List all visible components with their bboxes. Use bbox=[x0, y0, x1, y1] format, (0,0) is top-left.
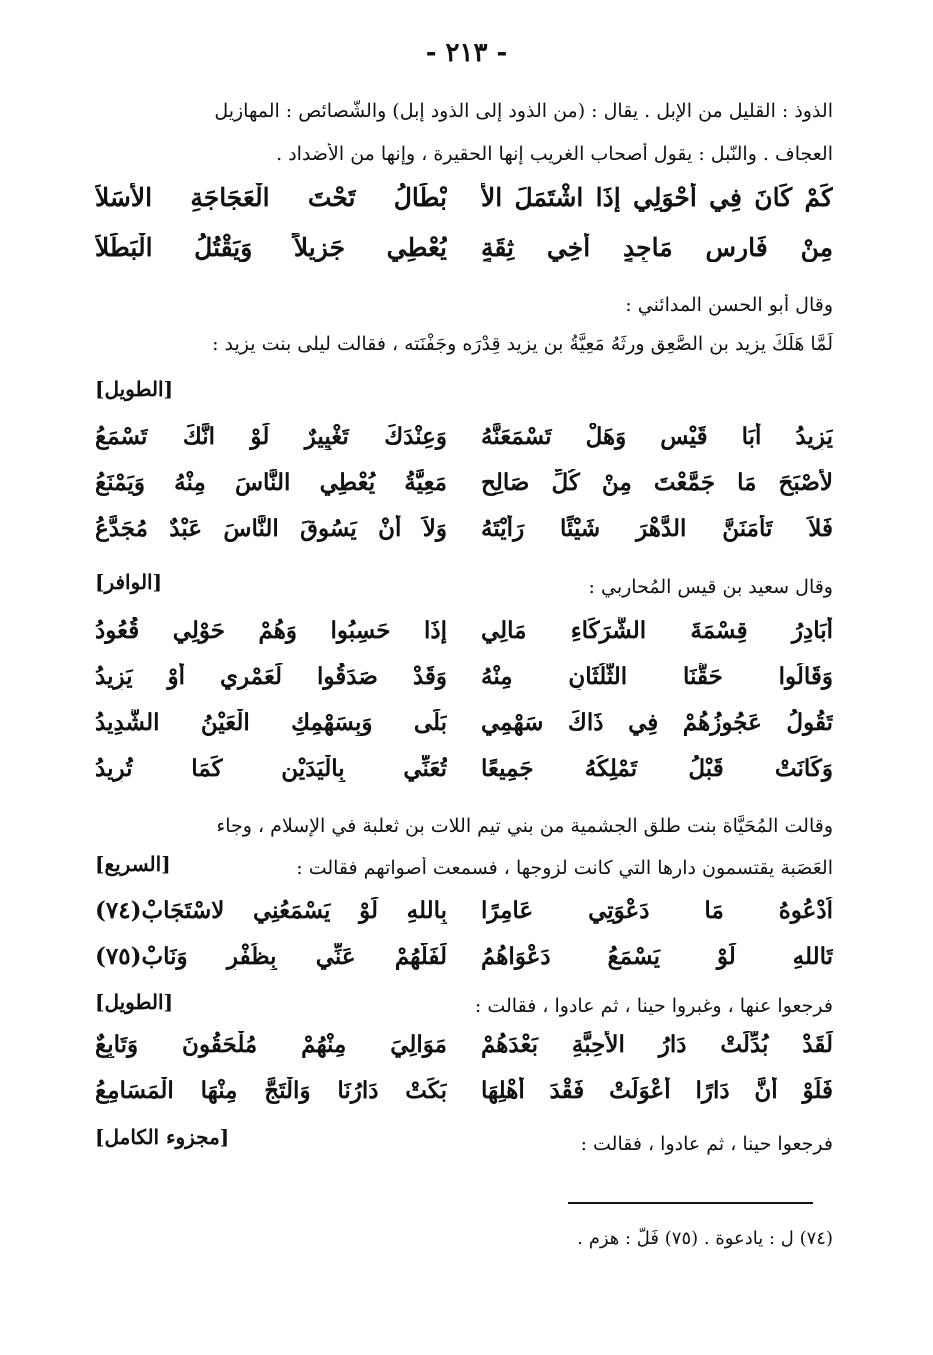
meter-label: [السريع] bbox=[95, 852, 171, 876]
prose-line: العَصَبة يقتسمون دارها التي كانت لزوجها ، فسمعت أصواتهم فقالت : bbox=[296, 857, 833, 879]
verse-hemistich-first: مِنْ فَارِسٍ مَاجِدٍ أَخِي ثِقَةٍ bbox=[481, 233, 833, 262]
prose-line: وقال سعيد بن قيس المُحاربي : bbox=[588, 576, 833, 598]
verse-hemistich-second: بَلَى وَبِسَهْمِكِ الْعَيْنُ الشَّدِيدُ bbox=[95, 709, 447, 736]
verse-hemistich-first: وَكَانَتْ قَبْلُ تَمْلِكُهُ جَمِيعًا bbox=[481, 755, 833, 782]
verse-line bbox=[95, 617, 833, 663]
verse-hemistich-first: اُدْعُوهُ مَا دَعْوَتِي عَامِرًا bbox=[481, 897, 833, 924]
verse-hemistich-first: يَزِيدُ أَبَا قَيْسٍ وَهَلْ تَسْمَعَنَّهُ bbox=[481, 423, 833, 450]
verse-hemistich-second: مَوَالِيَ مِنْهُمْ مُلْحَقُونَ وَتَابِعٌ bbox=[95, 1031, 447, 1058]
verse-hemistich-second: بِاللهِ لَوْ يَسْمَعُنِي لاسْتَجَابْ(٧٤) bbox=[95, 897, 447, 924]
verse-hemistich-second: وَعِنْدَكَ تَغْيِيرٌ لَوْ انَّكَ تَسْمَعُ bbox=[95, 423, 447, 450]
verse-hemistich-second: بَكَتْ دَارُنَا وَالْتَجَّ مِنْهَا الْمَسَامِعُ bbox=[95, 1077, 447, 1104]
prose-line: فرجعوا عنها ، وغبروا حينا ، ثم عادوا ، فقالت : bbox=[474, 995, 833, 1017]
verse-hemistich-first: أُبَادِرُ قِسْمَةَ الشُّرَكَاءِ مَالِي bbox=[481, 617, 833, 644]
verse-hemistich-second: تُعَنِّي بِالْيَدَيْنِ كَمَا تُرِيدُ bbox=[95, 755, 447, 782]
verse-line bbox=[95, 1077, 833, 1123]
verse-line bbox=[95, 663, 833, 709]
footnote-divider bbox=[568, 1202, 813, 1204]
prose-line: الذوذ : القليل من الإبل . يقال : (من الذود إلى الذود إبل) والشّصائص : المهازيل bbox=[214, 100, 833, 122]
verse-line bbox=[95, 233, 833, 279]
verse-hemistich-first: لَقَدْ بُدِّلَتْ دَارُ الأَحِبَّةِ بَعْدَهُمْ bbox=[481, 1031, 833, 1058]
verse-line bbox=[95, 943, 833, 989]
page-number: - ٢١٣ - bbox=[425, 38, 508, 68]
verse-line bbox=[95, 423, 833, 469]
meter-label: [مجزوء الكامل] bbox=[95, 1125, 230, 1149]
verse-line bbox=[95, 897, 833, 943]
verse-line bbox=[95, 709, 833, 755]
verse-hemistich-second: وَقَدْ صَدَقُوا لَعَمْرِي أَوْ يَزِيدُ bbox=[95, 663, 447, 690]
verse-line bbox=[95, 1031, 833, 1077]
verse-line bbox=[95, 755, 833, 801]
verse-hemistich-first: فَلَوْ أَنَّ دَارًا أَعْوَلَتْ فَقْدَ أَهْلِهَا bbox=[481, 1077, 833, 1104]
verse-hemistich-first: تَاللهِ لَوْ يَسْمَعُ دَعْوَاهُمُ bbox=[481, 943, 833, 970]
meter-label: [الوافر] bbox=[95, 570, 163, 594]
prose-line: العجاف . والنّبل : يقول أصحاب الغريب إنها الحقيرة ، وإنها من الأضداد . bbox=[276, 143, 833, 165]
prose-line: لَمَّا هَلَكَ يزيد بن الصَّعِق ورثَهُ مَعِيَّةُ بن يزيد قِدْرَه وجَفْنَته ، فقالت ليلى بنت يزيد : bbox=[212, 333, 833, 355]
verse-hemistich-second: إِذَا حَسِبُوا وَهُمْ حَوْلِي قُعُودُ bbox=[95, 617, 447, 644]
prose-line: وقال أبو الحسن المدائني : bbox=[625, 294, 833, 316]
verse-line bbox=[95, 183, 833, 229]
verse-hemistich-first: فَلاَ تَأْمَنَنَّ الدَّهْرَ شَيْئًا رَأَيْتَهُ bbox=[481, 515, 833, 542]
verse-hemistich-first: تَقُولُ عَجُوزُهُمْ فِي ذَاكَ سَهْمِي bbox=[481, 709, 833, 736]
meter-label: [الطويل] bbox=[95, 990, 174, 1014]
verse-hemistich-second: مَعِيَّةُ يُعْطِي النَّاسَ مِنْهُ وَيَمْنَعُ bbox=[95, 469, 447, 496]
prose-line: فرجعوا حينا ، ثم عادوا ، فقالت : bbox=[580, 1133, 833, 1155]
verse-hemistich-first: لأَصْبَحَ مَا جَمَّعْتَ مِنْ كُلِّ صَالِحٍ bbox=[481, 469, 833, 496]
verse-hemistich-first: كَمْ كَانَ فِي أَحْوَلِي إِذَا اشْتَمَلَ الأ bbox=[481, 183, 833, 212]
meter-label: [الطويل] bbox=[95, 377, 174, 401]
verse-hemistich-second: بْطَالُ تَحْتَ الْعَجَاجَةِ الأَسَلاَ bbox=[95, 183, 447, 212]
footnote: (٧٤) ل : يادعوة . (٧٥) فَلّ : هزم . bbox=[577, 1228, 833, 1249]
verse-hemistich-first: وَقَالُوا حَقُّنَا الثُّلُثَانِ مِنْهُ bbox=[481, 663, 833, 690]
verse-hemistich-second: لَفَلَّهُمْ عَنِّي بِظُفْرٍ وَنَابْ(٧٥) bbox=[95, 943, 447, 970]
verse-hemistich-second: وَلاَ أَنْ يَسُوقَ النَّاسَ عَبْدٌ مُجَدَّعُ bbox=[95, 515, 447, 542]
prose-line: وقالت المُحَيَّاة بنت طلق الجشمية من بني تيم اللات بن ثعلبة في الإسلام ، وجاء bbox=[216, 815, 833, 837]
verse-line bbox=[95, 515, 833, 561]
verse-hemistich-second: يُعْطِي جَزِيلاً وَيَقْتُلُ الْبَطَلاَ bbox=[95, 233, 447, 262]
verse-line bbox=[95, 469, 833, 515]
